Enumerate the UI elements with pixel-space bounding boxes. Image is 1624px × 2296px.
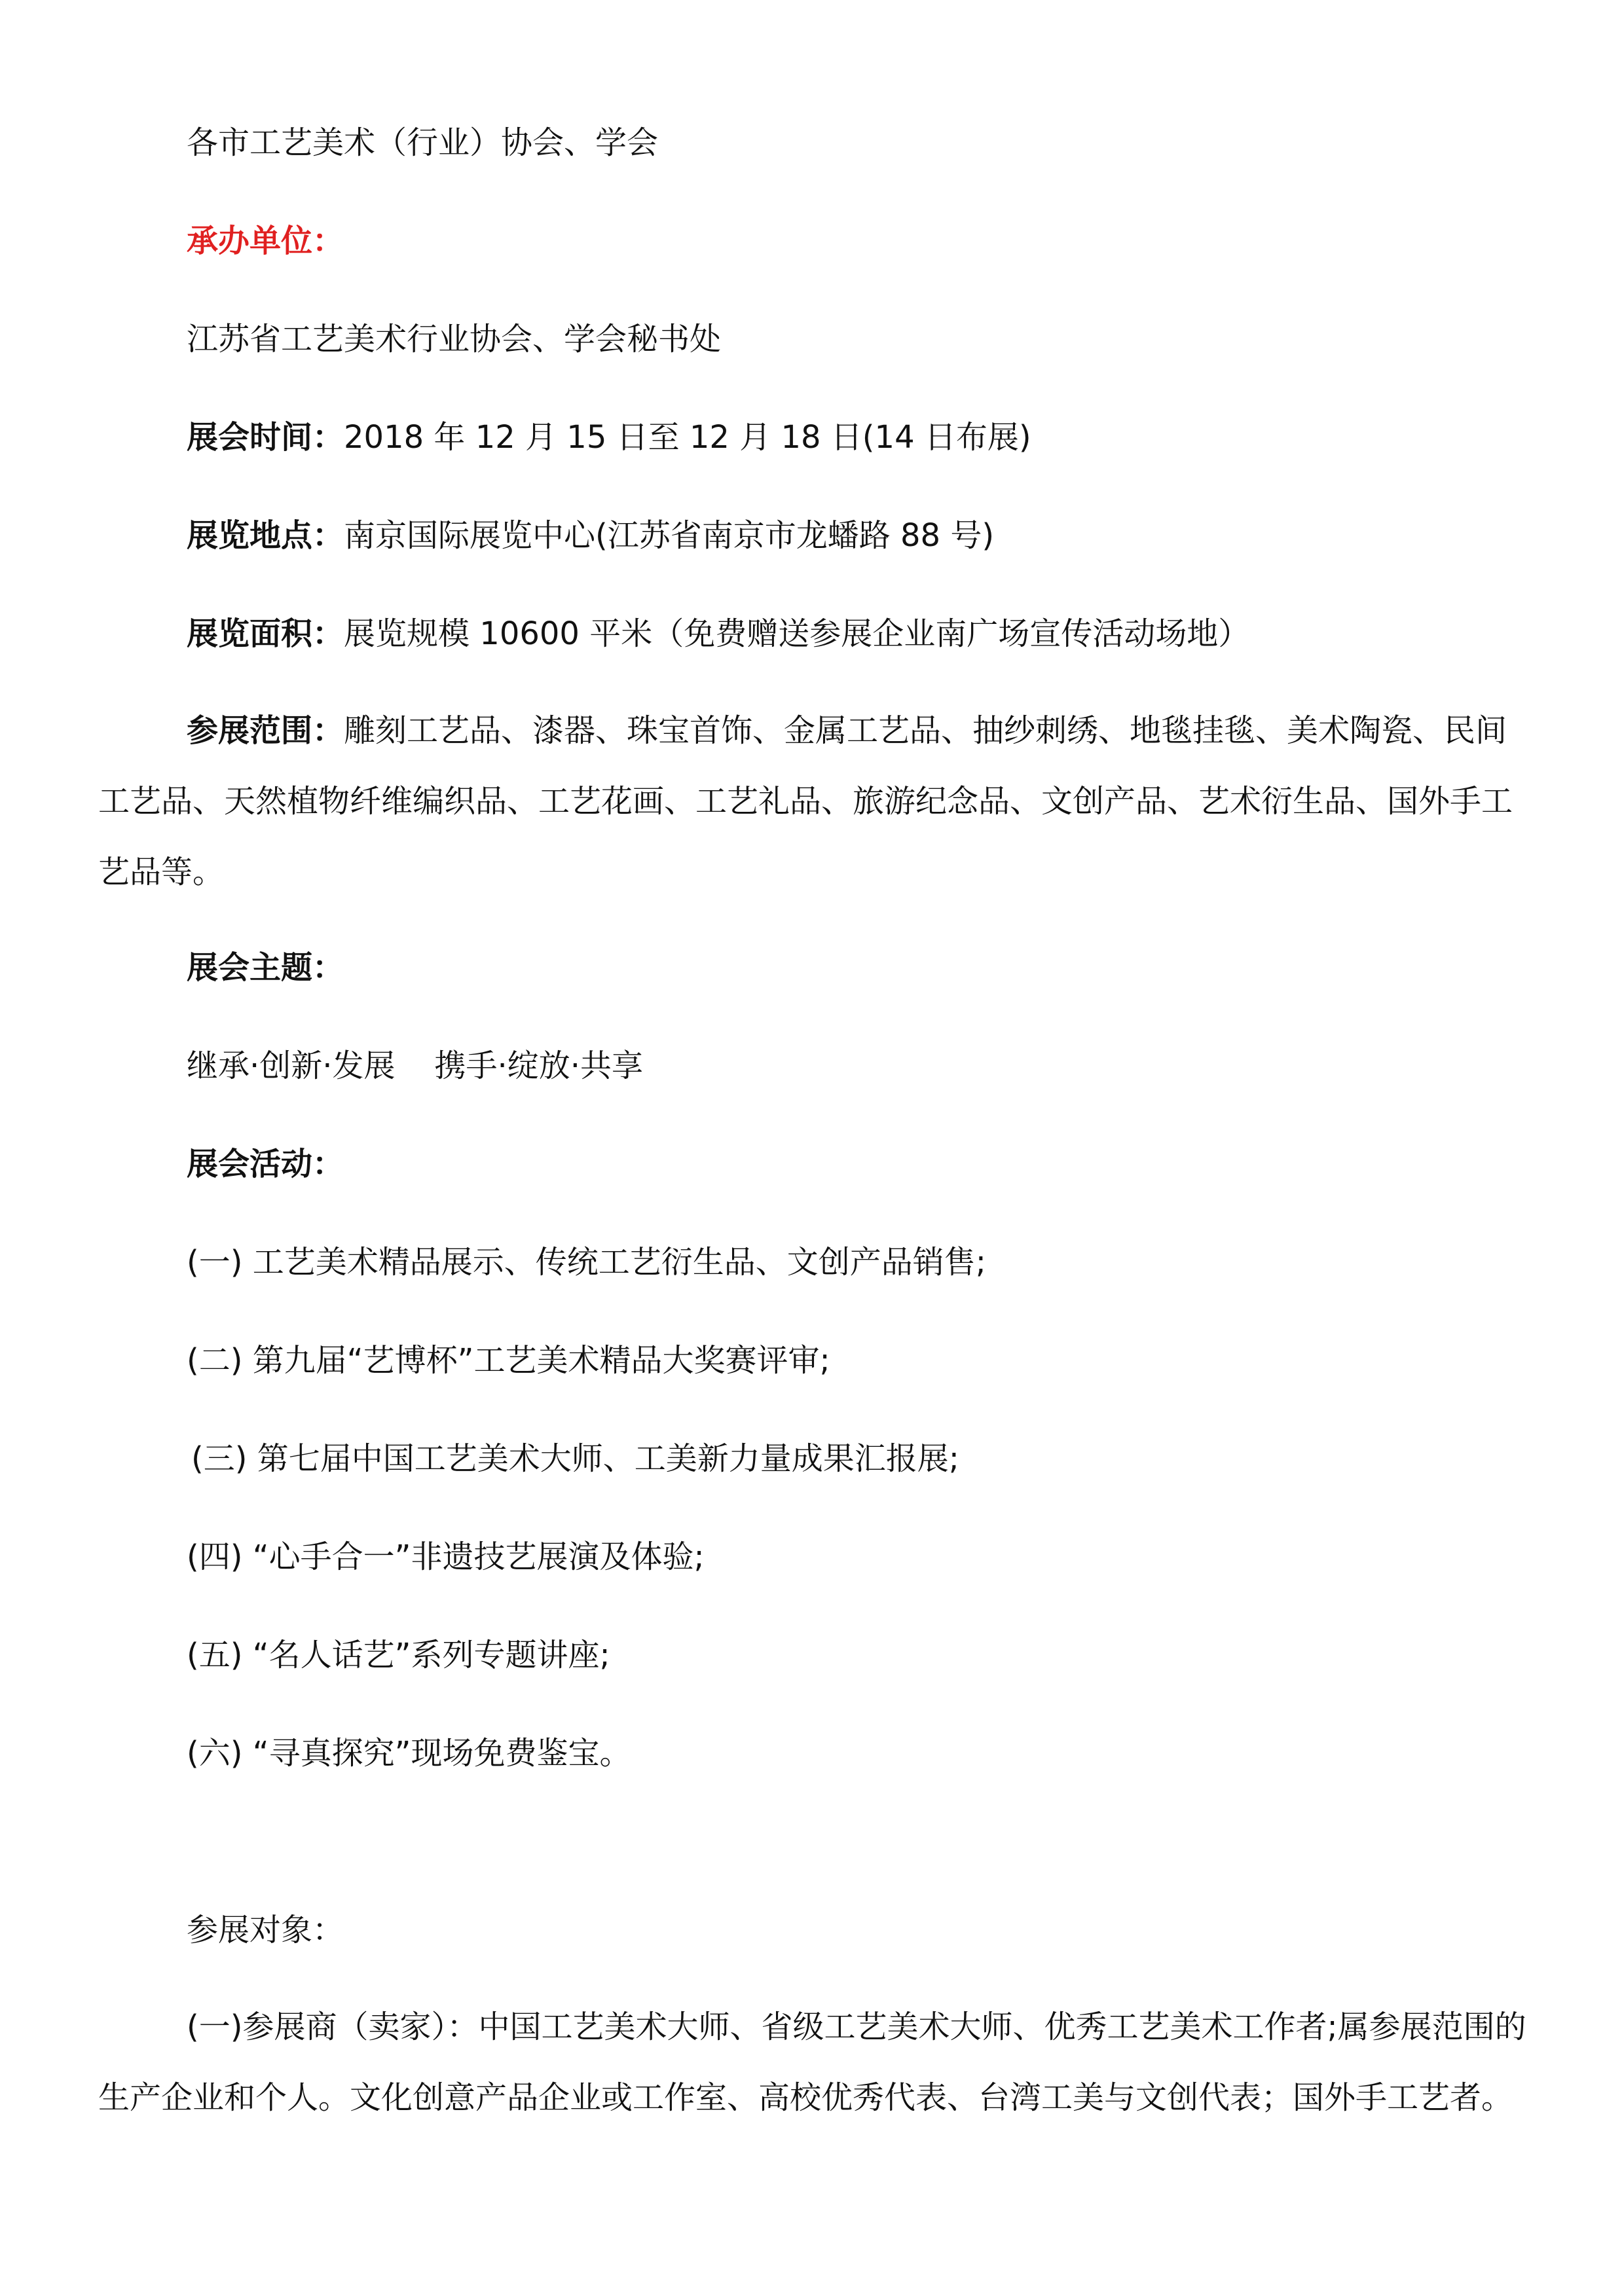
organizer-line: 各市工艺美术（行业）协会、学会 — [187, 124, 659, 161]
activity-item: (五) “名人话艺”系列专题讲座; — [187, 1637, 610, 1673]
theme-value — [187, 1046, 643, 1085]
venue-label: 展览地点： — [187, 517, 344, 554]
theme-part-1: 继承·创新·发展 — [187, 1048, 396, 1084]
area-label: 展览面积： — [187, 615, 344, 652]
activity-item: (二) 第九届“艺博杯”工艺美术精品大奖赛评审; — [187, 1342, 830, 1379]
scope-value: 雕刻工艺品、漆器、珠宝首饰、金属工艺品、抽纱刺绣、地毯挂毯、美术陶瓷、民间工艺品、天然植物纤维编织品、工艺花画、工艺礼品、旅游纪念品、文创产品、艺术衍生品、国外手工艺品等。 — [98, 712, 1513, 890]
activities-label: 展会活动： — [187, 1146, 344, 1182]
activity-item: (一) 工艺美术精品展示、传统工艺衍生品、文创产品销售; — [187, 1244, 986, 1281]
time-value: 2018 年 12 月 15 日至 12 月 18 日(14 日布展) — [344, 419, 1031, 456]
theme-label: 展会主题： — [187, 949, 344, 986]
exhibition-scope — [98, 695, 1532, 907]
exhibition-venue — [187, 516, 994, 555]
participants-item-1: (一)参展商（卖家）：中国工艺美术大师、省级工艺美术大师、优秀工艺美术工作者;属参展范围的生产企业和个人。文化创意产品企业或工作室、高校优秀代表、台湾工美与文创代表；国外手工艺者。 — [98, 2009, 1526, 2116]
host-label: 承办单位： — [187, 223, 344, 259]
area-value: 展览规模 10600 平米（免费赠送参展企业南广场宣传活动场地） — [344, 615, 1250, 652]
exhibition-time — [187, 418, 1031, 457]
scope-label: 参展范围： — [187, 712, 344, 749]
theme-part-2: 携手·绽放·共享 — [434, 1048, 644, 1084]
activity-item: (六) “寻真探究”现场免费鉴宝。 — [187, 1735, 631, 1772]
host-value: 江苏省工艺美术行业协会、学会秘书处 — [187, 321, 722, 357]
participants-label: 参展对象： — [187, 1912, 344, 1948]
activity-item: (四) “心手合一”非遗技艺展演及体验; — [187, 1539, 705, 1575]
exhibition-area — [187, 614, 1249, 653]
activity-item: (三) 第七届中国工艺美术大师、工美新力量成果汇报展; — [191, 1440, 959, 1477]
time-label: 展会时间： — [187, 419, 344, 456]
venue-value: 南京国际展览中心(江苏省南京市龙蟠路 88 号) — [344, 517, 995, 554]
